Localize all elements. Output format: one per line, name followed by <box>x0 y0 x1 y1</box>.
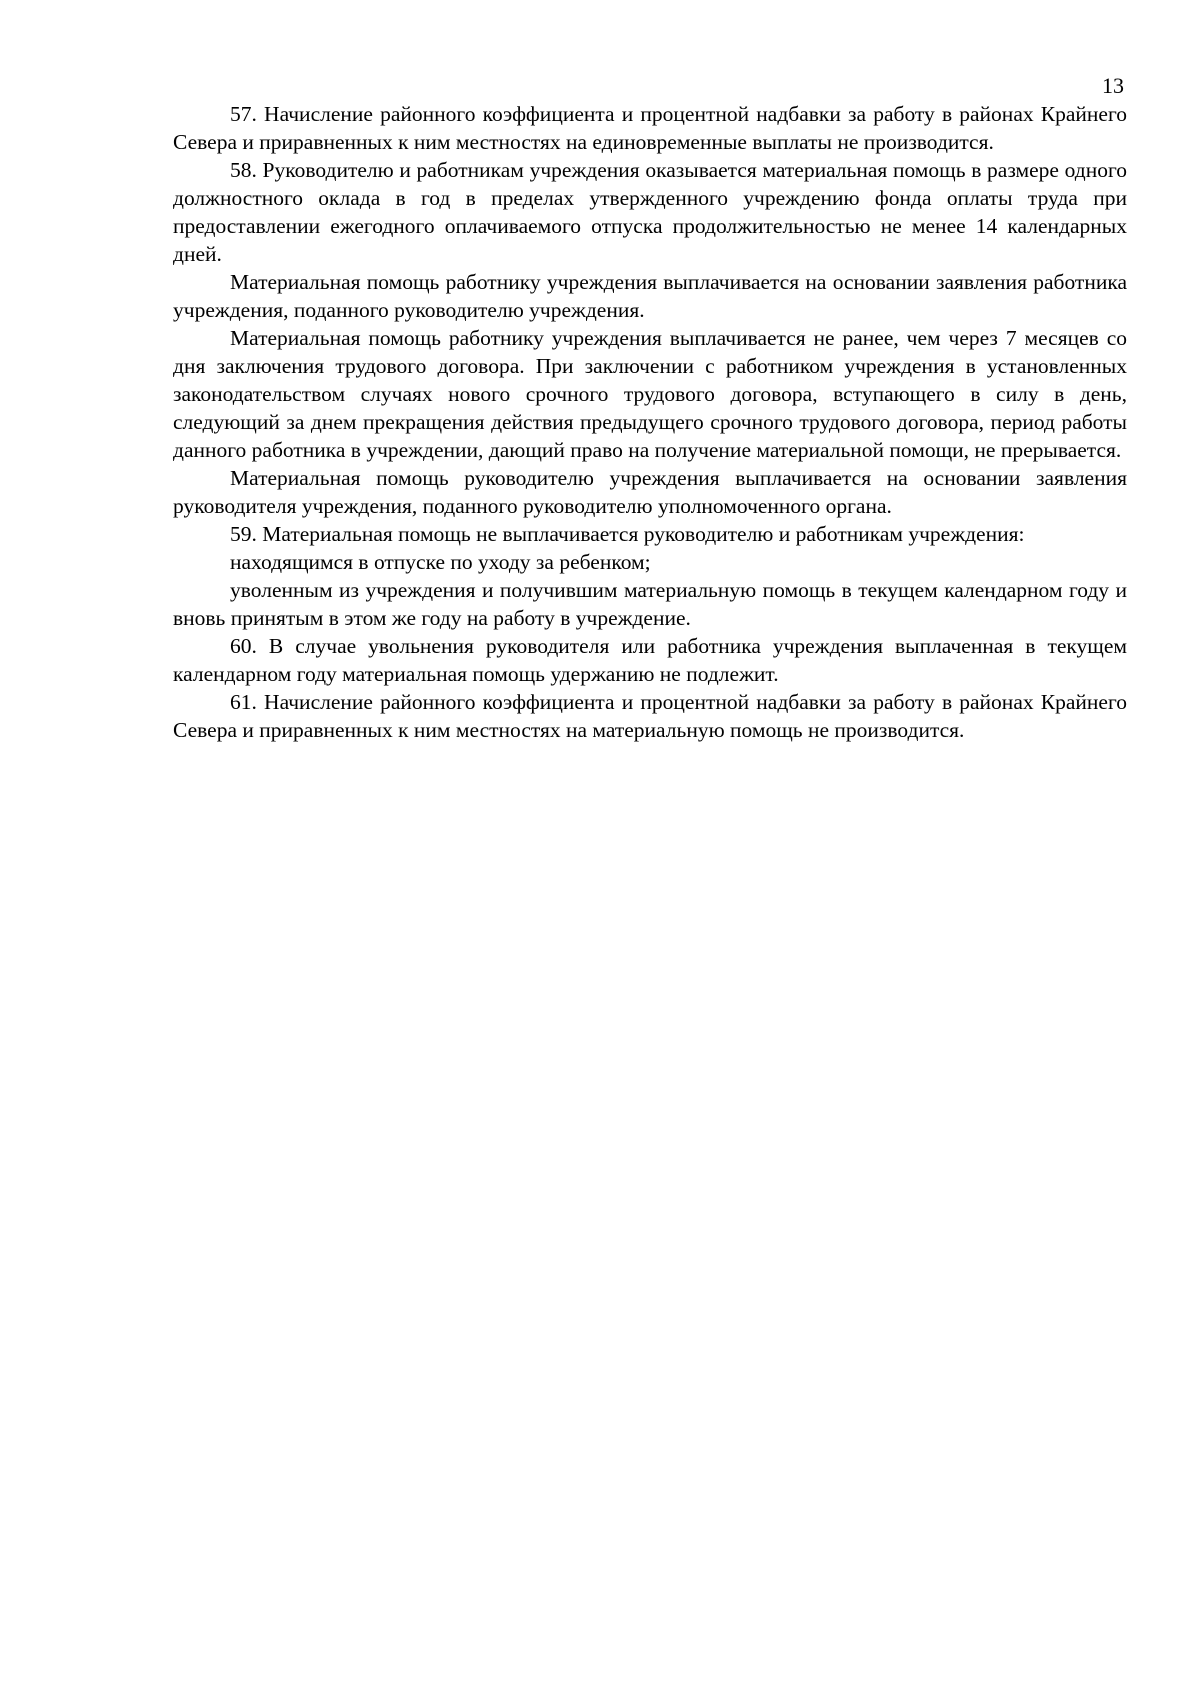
paragraph-57: 57. Начисление районного коэффициента и процентной надбавки за работу в районах Крайнего Севера и приравненных к ним местностях на единовременные выплаты не производится. <box>173 102 1127 154</box>
paragraph-58: 58. Руководителю и работникам учреждения оказывается материальная помощь в размере одного должностного оклада в год в пределах утвержденного учреждению фонда оплаты труда при предоставлении ежегодного оплачиваемого отпуска продолжительностью не менее 14 календарных дней. <box>173 158 1127 266</box>
paragraph-59: 59. Материальная помощь не выплачивается руководителю и работникам учреждения: <box>230 522 1025 546</box>
paragraph-58-director: Материальная помощь руководителю учреждения выплачивается на основании заявления руководителя учреждения, поданного руководителю уполномоченного органа. <box>173 466 1127 518</box>
paragraph-59-item-dismissed: уволенным из учреждения и получившим материальную помощь в текущем календарном году и вновь принятым в этом же году на работу в учреждение. <box>173 578 1127 630</box>
paragraph-61: 61. Начисление районного коэффициента и процентной надбавки за работу в районах Крайнего Севера и приравненных к ним местностях на материальную помощь не производится. <box>173 690 1127 742</box>
paragraph-59-item-leave: находящимся в отпуске по уходу за ребенком; <box>230 550 651 574</box>
paragraph-60: 60. В случае увольнения руководителя или работника учреждения выплаченная в текущем календарном году материальная помощь удержанию не подлежит. <box>173 634 1127 686</box>
page-number: 13 <box>1102 73 1124 98</box>
paragraph-58-timing: Материальная помощь работнику учреждения выплачивается не ранее, чем через 7 месяцев со дня заключения трудового договора. При заключении с работником учреждения в установленных законодательством случаях нового срочного трудового договора, вступающего в силу в день, следующий за днем прекращения действия предыдущего срочного трудового договора, период работы данного работника в учреждении, дающий право на получение материальной помощи, не прерывается. <box>173 326 1127 462</box>
document-body <box>173 100 1127 744</box>
paragraph-58-application: Материальная помощь работнику учреждения выплачивается на основании заявления работника учреждения, поданного руководителю учреждения. <box>173 270 1127 322</box>
